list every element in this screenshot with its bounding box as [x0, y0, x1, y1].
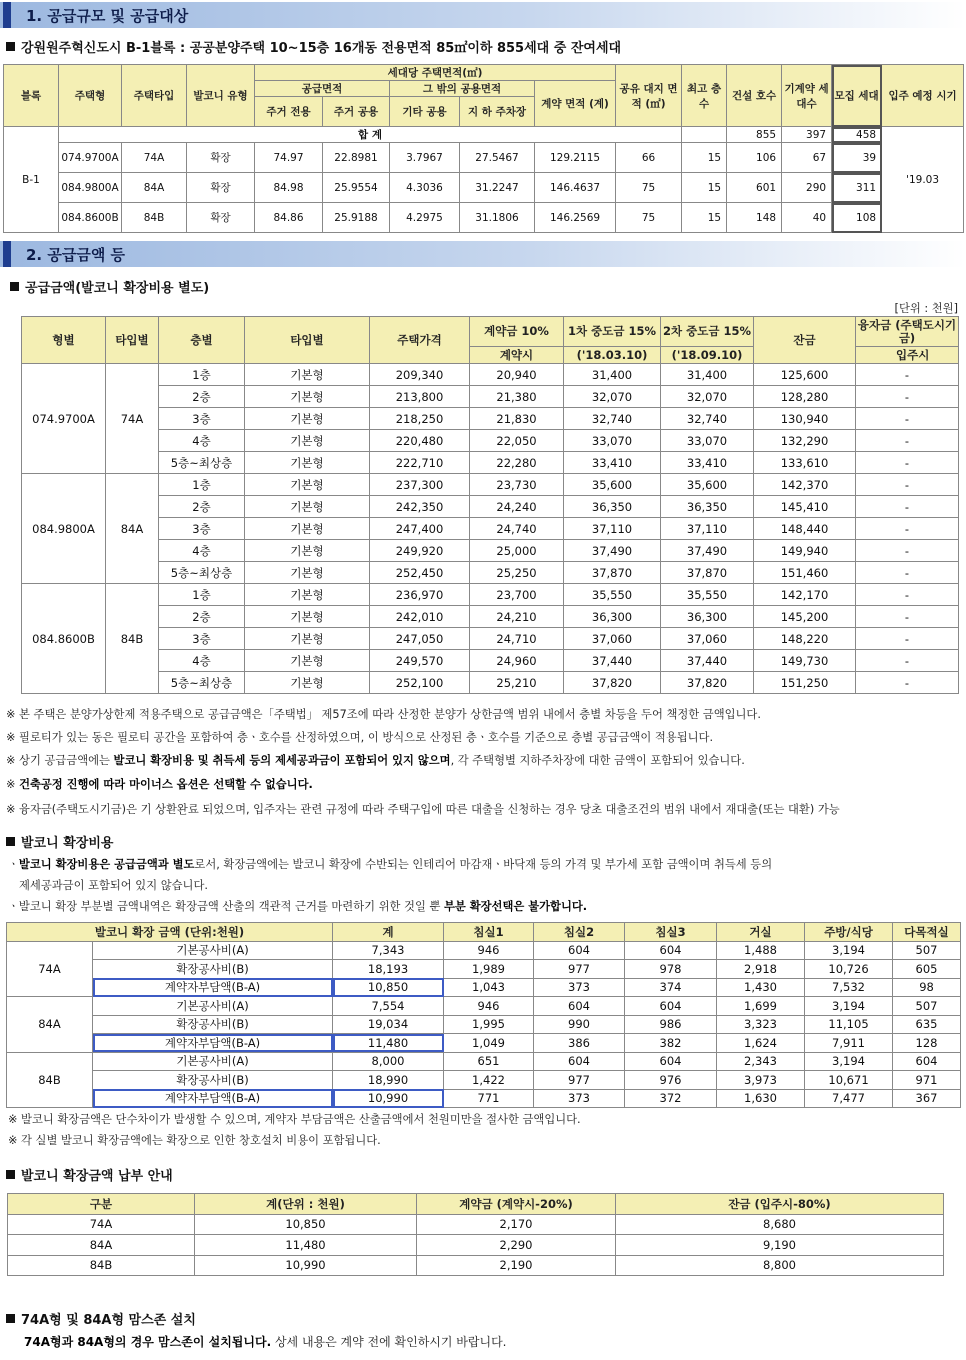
balcony-title: 발코니 확장비용 [6, 832, 113, 851]
table-row: 84B 10,990 2,190 8,800 [8, 1255, 944, 1276]
unit-label: [단위 : 천원] [894, 302, 958, 315]
table-row: 084.8600B 84B 1층 기본형 236,970 23,700 35,550 35,550 142,170 - [22, 584, 959, 606]
table-row: 확장공사비(B) 18,193 1,989 977 978 2,918 10,726 605 [7, 960, 961, 979]
table-row: 084.9800A 84A 1층 기본형 237,300 23,730 35,600 35,600 142,370 - [22, 474, 959, 496]
table-row: 5층~최상층 기본형 252,100 25,210 37,820 37,820 151,250 - [22, 672, 959, 694]
table-row: 5층~최상층 기본형 222,710 22,280 33,410 33,410 133,610 - [22, 452, 959, 474]
table-row: 계약자부담액(B-A) 10,850 1,043 373 374 1,430 7,532 98 [7, 978, 961, 997]
table-row: 계약자부담액(B-A) 10,990 771 373 372 1,630 7,477 367 [7, 1089, 961, 1108]
table-row: 계약자부담액(B-A) 11,480 1,049 386 382 1,624 7,911 128 [7, 1034, 961, 1053]
balcony-cost-table: 발코니 확장 금액 (단위:천원) 계 침실1 침실2 침실3 거실 주방/식당 다목적실 74A 기본공사비(A) 7,343 946 604 604 1,488 3,194 507 확장공사비(B) 18,193 1,989 977 978 2,918 10,726 605 계약자부담액(B-A) 10,850 1,043 373 374 1,430 7,532 98 84A 기본공사비(A) 7,554 946 604 604 1,699 3,194 507 확장공사비(B) 19,034 1,995 990 986 3,323 11,105 635 계약자부담액(B-A) 11,480 1,049 386 382 1,624 7,911 128 84B 기본공사비(A) 8,000 651 604 604 2,343 3,194 604 확장공사비(B) 18,990 1,422 977 976 3,973 10,671 971 계약자부담액(B-A) 10,990 771 373 372 1,630 7,477 367 [6, 922, 961, 1108]
note-line: ※ 필로티가 있는 동은 필로티 공간을 포함하여 층ㆍ호수를 산정하였으며, 이 방식으로 산정된 층ㆍ호수를 기준으로 층별 공급금액이 적용됩니다. [6, 731, 714, 744]
section-1-header [0, 2, 966, 28]
note-line: ※ 건축공정 진행에 따라 마이너스 옵션은 선택할 수 없습니다. [6, 778, 313, 791]
table-row: 4층 기본형 220,480 22,050 33,070 33,070 132,290 - [22, 430, 959, 452]
balcony-desc-1b: 제세공과금이 포함되어 있지 않습니다. [19, 879, 208, 892]
table-row: 5층~최상층 기본형 252,450 25,250 37,870 37,870 151,460 - [22, 562, 959, 584]
momszone-body: 74A형과 84A형의 경우 맘스존이 설치됩니다. 상세 내용은 계약 전에 확인하시기 바랍니다. [24, 1335, 507, 1349]
table-row: 확장공사비(B) 18,990 1,422 977 976 3,973 10,671 971 [7, 1071, 961, 1090]
balcony-desc-1: ㆍ발코니 확장비용은 공급금액과 별도로서, 확장금액에는 발코니 확장에 수반되는 인테리어 마감재ㆍ바닥재 등의 가격 및 부가세 포함 금액이며 취득세 등의 [8, 858, 773, 871]
balcony-payment-table: 구분 계(단위 : 천원) 계약금 (계약시-20%) 잔금 (입주시-80%) 74A 10,850 2,170 8,680 84A 11,480 2,290 9,190 84B 10,990 2,190 8,800 [7, 1193, 944, 1276]
momszone-title: 74A형 및 84A형 맘스존 설치 [6, 1309, 196, 1328]
section-2-title: 2. 공급금액 등 [26, 246, 126, 264]
payment-title: 발코니 확장금액 납부 안내 [6, 1165, 173, 1184]
balcony-note-2: ※ 각 실별 발코니 확장금액에는 확장으로 인한 창호설치 비용이 포함됩니다. [8, 1134, 381, 1147]
balcony-note-1: ※ 발코니 확장금액은 단수차이가 발생할 수 있으며, 계약자 부담금액은 산출금액에서 천원미만을 절사한 금액입니다. [8, 1113, 581, 1126]
table-row: 3층 기본형 247,050 24,710 37,060 37,060 148,220 - [22, 628, 959, 650]
section-2-subtitle: 공급금액(발코니 확장비용 별도) [10, 277, 209, 296]
balcony-desc-2: ㆍ발코니 확장 부분별 금액내역은 확장금액 산출의 객관적 근거를 마련하기 위한 것일 뿐 부분 확장선택은 불가합니다. [8, 900, 588, 913]
table-row: 확장공사비(B) 19,034 1,995 990 986 3,323 11,105 635 [7, 1015, 961, 1034]
note-line: ※ 상기 공급금액에는 발코니 확장비용 및 취득세 등의 제세공과금이 포함되어 있지 않으며, 각 주택형별 지하주차장에 대한 금액이 포함되어 있습니다. [6, 754, 745, 767]
table-row: 2층 기본형 242,010 24,210 36,300 36,300 145,200 - [22, 606, 959, 628]
table-row: 3층 기본형 218,250 21,830 32,740 32,740 130,940 - [22, 408, 959, 430]
table-row: 084.9800A 84A 확장 84.98 25.9554 4.3036 31.2247 146.4637 75 15 601 290 311 [4, 173, 964, 203]
table-row: 2층 기본형 213,800 21,380 32,070 32,070 128,280 - [22, 386, 959, 408]
table-row: 2층 기본형 242,350 24,240 36,350 36,350 145,410 - [22, 496, 959, 518]
supply-price-table: 형별 타입별 층별 타입별 주택가격 계약금 10% 1차 중도금 15% 2차 중도금 15% 잔금 융자금 (주택도시기금) 계약시 ('18.03.10) ('18.09.10) 입주시 074.9700A 74A 1층 기본형 209,340 20,940 31,400 31,400 125,600 - 2층 기본형 213,800 21,380 32,070 32,070 128,280 - 3층 기본형 218,250 21,830 32,740 32,740 130,940 - 4층 기본형 220,480 22,050 33,070 33,070 132,290 - 5층~최상층 기본형 222,710 22,280 33,410 33,410 133,610 - 084.9800A 84A 1층 기본형 237,300 23,730 35,600 35,600 142,370 - 2층 기본형 242,350 24,240 36,350 36,350 145,410 - 3층 기본형 247,400 24,740 37,110 37,110 148,440 - 4층 기본형 249,920 25,000 37,490 37,490 149,940 - 5층~최상층 기본형 252,450 25,250 37,870 37,870 151,460 - 084.8600B 84B 1층 기본형 236,970 23,700 35,550 35,550 142,170 - 2층 기본형 242,010 24,210 36,300 36,300 145,200 - 3층 기본형 247,050 24,710 37,060 37,060 148,220 - 4층 기본형 249,570 24,960 37,440 37,440 149,730 - 5층~최상층 기본형 252,100 25,210 37,820 37,820 151,250 - [21, 316, 959, 694]
table-row: 3층 기본형 247,400 24,740 37,110 37,110 148,440 - [22, 518, 959, 540]
section-1-subtitle: 강원원주혁신도시 B-1블록 : 공공분양주택 10~15층 16개동 전용면적 85㎡이하 855세대 중 잔여세대 [6, 37, 621, 56]
section-2-header [0, 241, 966, 267]
table-row: 84A 기본공사비(A) 7,554 946 604 604 1,699 3,194 507 [7, 997, 961, 1016]
table-row: 074.9700A 74A 1층 기본형 209,340 20,940 31,400 31,400 125,600 - [22, 364, 959, 386]
table-row: 84A 11,480 2,290 9,190 [8, 1235, 944, 1256]
note-line: ※ 융자금(주택도시기금)은 기 상환완료 되었으며, 입주자는 관련 규정에 따라 주택구입에 따른 대출을 신청하는 경우 당초 대출조건의 범위 내에서 재대출(또는 대환) 가능 [6, 803, 840, 816]
table-row: 74A 10,850 2,170 8,680 [8, 1214, 944, 1235]
table-row: 074.9700A 74A 확장 74.97 22.8981 3.7967 27.5467 129.2115 66 15 106 67 39 [4, 143, 964, 173]
supply-scale-table: 블록 주택형 주택타입 발코니 유형 세대당 주택면적(㎡) 공유 대지 면적 (㎡) 최고 층수 건설 호수 기계약 세대수 모집 세대 입주 예정 시기 공급면적 그 밖의 공용면적 계약 면적 (계) 주거 전용 주거 공용 기타 공용 지 하 주차장 B-1 합 계 855 397 458 '19.03 074.9700A 74A 확장 74.97 22.8981 3.7967 27.5467 129.2115 66 15 106 67 39 084.9800A 84A 확장 84.98 25.9554 4.3036 31.2247 146.4637 75 15 601 290 311 084.8600B 84B 확장 84.86 25.9188 4.2975 31.1806 146.2569 75 15 148 40 108 [3, 64, 964, 233]
table-row: 084.8600B 84B 확장 84.86 25.9188 4.2975 31.1806 146.2569 75 15 148 40 108 [4, 203, 964, 233]
table-row: 4층 기본형 249,570 24,960 37,440 37,440 149,730 - [22, 650, 959, 672]
table-row: 4층 기본형 249,920 25,000 37,490 37,490 149,940 - [22, 540, 959, 562]
section-1-title: 1. 공급규모 및 공급대상 [26, 7, 189, 25]
note-line: ※ 본 주택은 분양가상한제 적용주택으로 공급금액은「주택법」 제57조에 따라 산정한 분양가 상한금액 범위 내에서 층별 차등을 두어 책정한 금액입니다. [6, 708, 761, 721]
table-row: 74A 기본공사비(A) 7,343 946 604 604 1,488 3,194 507 [7, 941, 961, 960]
table-row: 84B 기본공사비(A) 8,000 651 604 604 2,343 3,194 604 [7, 1052, 961, 1071]
